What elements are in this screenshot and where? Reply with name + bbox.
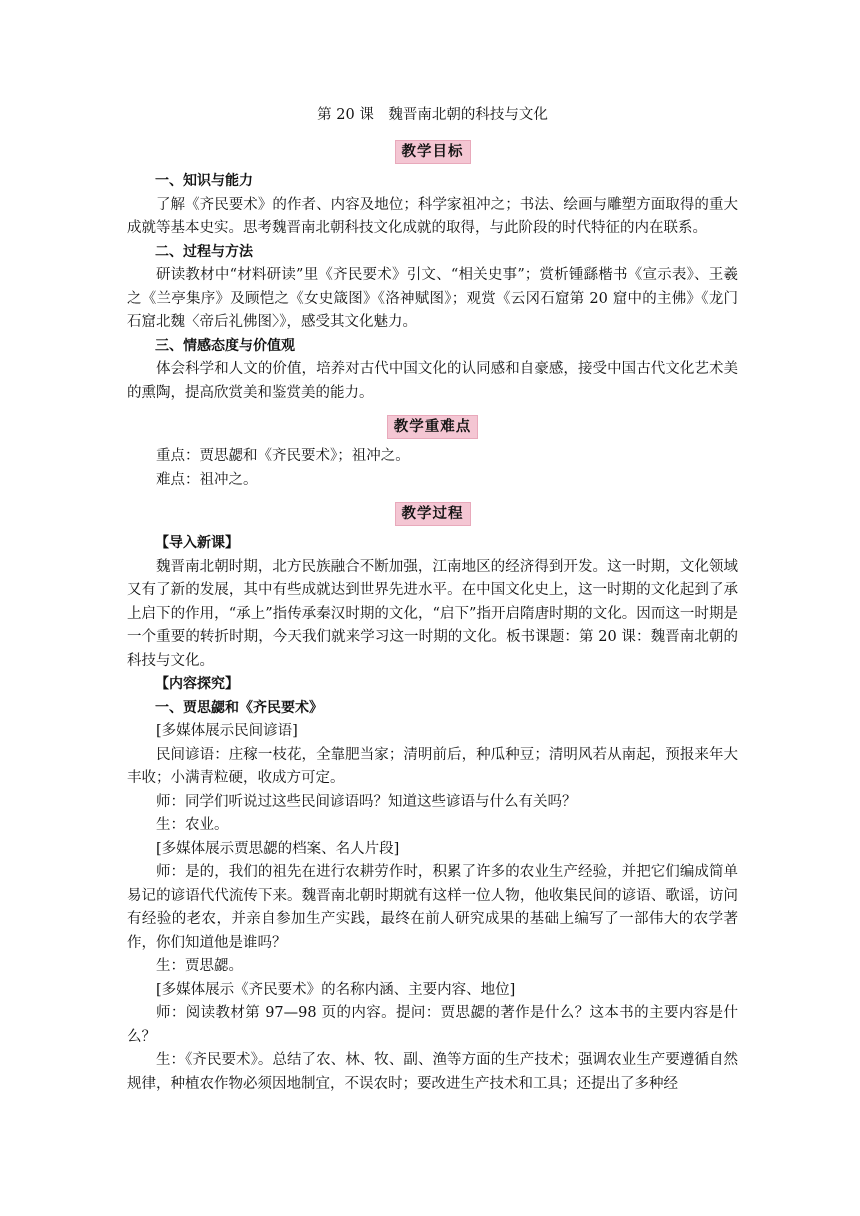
goal-paragraph-process: 研读教材中“材料研读”里《齐民要术》引文、“相关史事”；赏析锺繇楷书《宣示表》、王羲之《兰亭集序》及顾恺之《女史箴图》《洛神赋图》；观赏《云冈石窟第 20 窟中的主佛》《龙门石窟北魏〈帝后礼佛图〉》，感受其文化魅力。 <box>127 267 738 330</box>
teaching-goals-banner: 教学目标 <box>395 140 471 164</box>
intro-heading: 【导入新课】 <box>155 535 239 551</box>
goal-paragraph-knowledge: 了解《齐民要术》的作者、内容及地位；科学家祖冲之；书法、绘画与雕塑方面取得的重大成就等基本史实。思考魏晋南北朝科技文化成就的取得，与此阶段的时代特征的内在联系。 <box>127 196 738 236</box>
section1-heading: 一、贾思勰和《齐民要术》 <box>155 699 323 716</box>
process-banner-wrap <box>127 502 738 526</box>
dialogue-line: 师：是的，我们的祖先在进行农耕劳作时，积累了许多的农业生产经验，并把它们编成简单易记的谚语代代流传下来。魏晋南北朝时期就有这样一位人物，他收集民间的谚语、歌谣，访问有经验的老农，并亲自参加生产实践，最终在前人研究成果的基础上编写了一部伟大的农学著作，你们知道他是谁吗？ <box>127 864 738 951</box>
key-points-banner: 教学重难点 <box>387 415 479 439</box>
dialogue-line: [多媒体展示《齐民要术》的名称内涵、主要内容、地位] <box>156 981 516 998</box>
keypoints-banner-wrap <box>127 415 738 439</box>
goals-banner-wrap <box>127 140 738 164</box>
key-point-difficulty: 难点：祖冲之。 <box>156 471 258 488</box>
dialogue-line: 生：贾思勰。 <box>156 958 243 974</box>
dialogue-line: [多媒体展示民间谚语] <box>156 723 298 739</box>
key-point-focus: 重点：贾思勰和《齐民要术》；祖冲之。 <box>156 448 410 464</box>
dialogue-line: 师：阅读教材第 97—98 页的内容。提问：贾思勰的著作是什么？这本书的主要内容是什么？ <box>127 1005 738 1045</box>
dialogue-line: 生：农业。 <box>156 817 229 833</box>
teaching-process-banner: 教学过程 <box>395 502 471 526</box>
goal-heading-knowledge: 一、知识与能力 <box>155 173 253 189</box>
dialogue-line: [多媒体展示贾思勰的档案、名人片段] <box>156 840 400 857</box>
lesson-title: 第 20 课 魏晋南北朝的科技与文化 <box>317 107 548 123</box>
goal-heading-emotion: 三、情感态度与价值观 <box>155 337 295 354</box>
dialogue-line: 师：同学们听说过这些民间谚语吗？知道这些谚语与什么有关吗？ <box>156 793 577 810</box>
dialogue-line: 民间谚语：庄稼一枝花，全靠肥当家；清明前后，种瓜种豆；清明风若从南起，预报来年大丰收；小满青粒硬，收成方可定。 <box>127 746 738 786</box>
explore-heading: 【内容探究】 <box>155 676 239 692</box>
goal-heading-process: 二、过程与方法 <box>155 243 253 260</box>
goal-paragraph-emotion: 体会科学和人文的价值，培养对古代中国文化的认同感和自豪感，接受中国古代文化艺术美的熏陶，提高欣赏美和鉴赏美的能力。 <box>127 361 738 401</box>
dialogue-line: 生：《齐民要术》。总结了农、林、牧、副、渔等方面的生产技术；强调农业生产要遵循自然规律，种植农作物必须因地制宜，不误农时；要改进生产技术和工具；还提出了多种经 <box>127 1052 738 1092</box>
intro-paragraph: 魏晋南北朝时期，北方民族融合不断加强，江南地区的经济得到开发。这一时期，文化领域又有了新的发展，其中有些成就达到世界先进水平。在中国文化史上，这一时期的文化起到了承上启下的作用，“承上”指传承秦汉时期的文化，“启下”指开启隋唐时期的文化。因而这一时期是一个重要的转折时期，今天我们就来学习这一时期的文化。板书课题：第 20 课：魏晋南北朝的科技与文化。 <box>127 558 738 669</box>
